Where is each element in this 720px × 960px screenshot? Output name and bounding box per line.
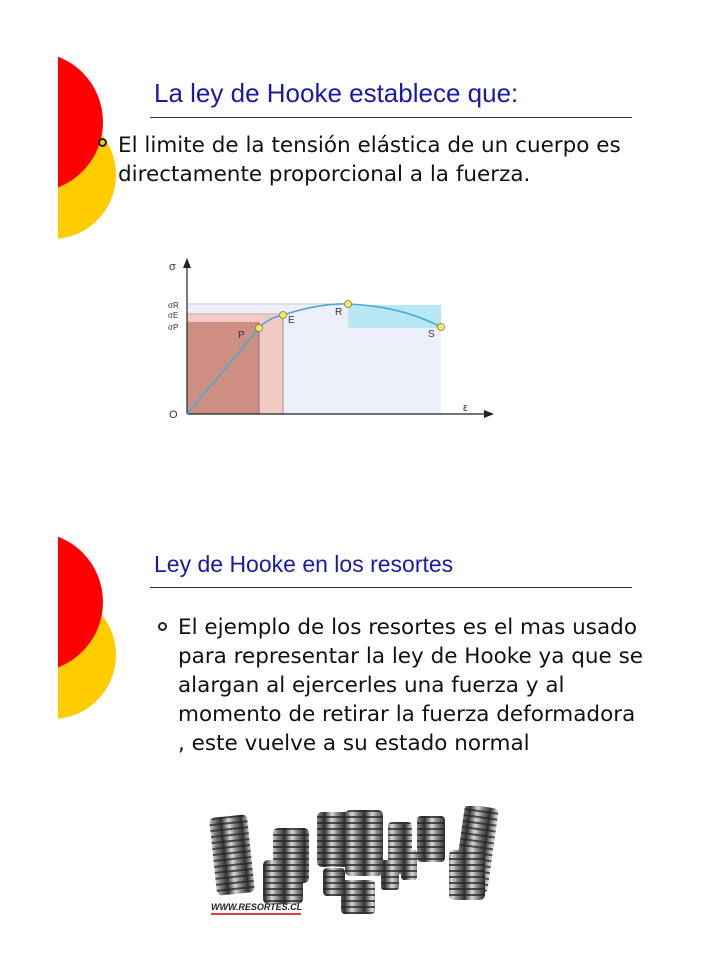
- spring-image: [263, 860, 303, 904]
- spring-image: [401, 850, 417, 880]
- body-text: El limite de la tensión elástica de un cuerpo es directamente proporcional a la fuerza.: [118, 133, 621, 187]
- point-r-marker: [345, 301, 352, 308]
- y-axis-label: σ: [169, 261, 176, 273]
- bullet-icon: [158, 622, 167, 631]
- springs-photo: [205, 806, 515, 921]
- spring-image: [341, 880, 375, 914]
- spring-image: [417, 816, 445, 862]
- point-label: P: [238, 330, 245, 341]
- point-s-marker: [438, 324, 445, 331]
- spring-group: [209, 806, 499, 914]
- point-e-marker: [280, 312, 287, 319]
- point-p-marker: [256, 325, 263, 332]
- title-divider: [150, 117, 632, 118]
- left-mask: [0, 0, 58, 300]
- slide-2: [0, 480, 720, 960]
- region-rupture: [348, 305, 441, 328]
- y-tick-label: σR: [168, 301, 179, 310]
- slide-title: Ley de Hooke en los resortes: [154, 551, 454, 577]
- body-text: El ejemplo de los resortes es el mas usado para representar la ley de Hooke ya que se alargan al ejercerles una fuerza y al momento de retirar la fuerza deformadora , este vuelve a su estado normal: [178, 615, 644, 756]
- y-axis-arrow-icon: [183, 258, 191, 268]
- point-label: S: [428, 329, 435, 340]
- spring-image: [381, 860, 399, 890]
- x-axis-arrow-icon: [484, 410, 494, 418]
- bullet-icon: [98, 138, 107, 147]
- y-tick-label: σP: [168, 323, 179, 332]
- stress-strain-diagram: [150, 250, 500, 425]
- point-label: R: [335, 307, 343, 318]
- x-axis-label: ε: [463, 402, 468, 414]
- y-tick-label: σE: [168, 311, 179, 320]
- spring-image: [209, 814, 255, 896]
- origin-label: O: [169, 409, 178, 421]
- spring-image: [449, 850, 485, 900]
- slide-decoration: [0, 480, 140, 780]
- title-divider: [150, 587, 632, 588]
- point-label: E: [288, 315, 295, 326]
- slide-title: La ley de Hooke establece que:: [154, 78, 519, 108]
- left-mask: [0, 480, 58, 780]
- spring-image: [345, 810, 383, 876]
- image-caption: WWW.RESORTES.CL: [211, 902, 303, 912]
